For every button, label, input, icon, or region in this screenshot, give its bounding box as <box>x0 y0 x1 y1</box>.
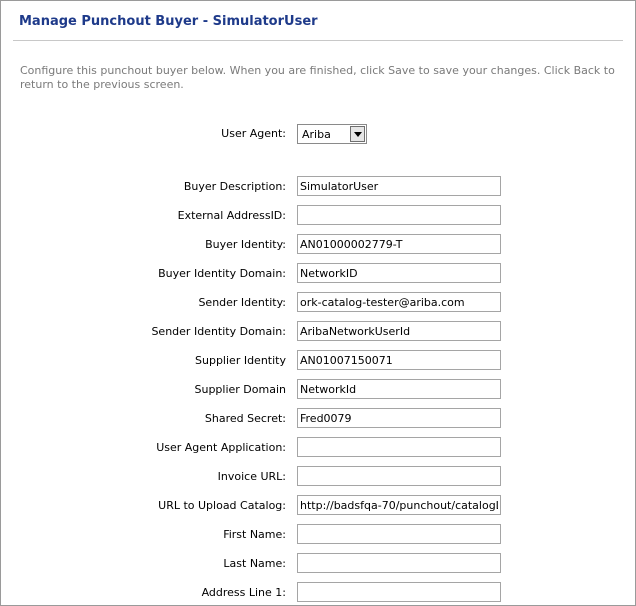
user-agent-select[interactable] <box>297 124 367 144</box>
supplier-domain-input[interactable] <box>297 379 501 399</box>
instructions-text: Configure this punchout buyer below. When you are finished, click Save to save your changes. Click Back to return to the previous screen. <box>20 64 615 91</box>
invoice-url-input[interactable] <box>297 466 501 486</box>
buyer-identity-domain-label: Buyer Identity Domain: <box>158 267 286 280</box>
sender-identity-domain-input[interactable] <box>297 321 501 341</box>
first-name-input[interactable] <box>297 524 501 544</box>
supplier-identity-label: Supplier Identity <box>195 354 286 367</box>
last-name-input[interactable] <box>297 553 501 573</box>
shared-secret-input[interactable] <box>297 408 501 428</box>
buyer-identity-domain-input[interactable] <box>297 263 501 283</box>
supplier-identity-input[interactable] <box>297 350 501 370</box>
last-name-label: Last Name: <box>223 557 286 570</box>
upload-catalog-url-label: URL to Upload Catalog: <box>158 499 286 512</box>
buyer-identity-label: Buyer Identity: <box>205 238 286 251</box>
shared-secret-label: Shared Secret: <box>204 412 286 425</box>
upload-catalog-url-input[interactable] <box>297 495 501 515</box>
address-line-1-input[interactable] <box>297 582 501 602</box>
buyer-description-label: Buyer Description: <box>183 180 286 193</box>
external-address-id-input[interactable] <box>297 205 501 225</box>
user-agent-selected-value: Ariba <box>302 128 331 141</box>
title-divider <box>13 40 623 41</box>
sender-identity-domain-label: Sender Identity Domain: <box>151 325 286 338</box>
external-address-id-label: External AddressID: <box>177 209 286 222</box>
user-agent-label: User Agent: <box>221 127 286 140</box>
user-agent-application-label: User Agent Application: <box>156 441 286 454</box>
sender-identity-label: Sender Identity: <box>198 296 286 309</box>
buyer-identity-input[interactable] <box>297 234 501 254</box>
page-title: Manage Punchout Buyer - SimulatorUser <box>19 14 318 29</box>
invoice-url-label: Invoice URL: <box>217 470 286 483</box>
address-line-1-label: Address Line 1: <box>201 586 286 599</box>
first-name-label: First Name: <box>223 528 286 541</box>
sender-identity-input[interactable] <box>297 292 501 312</box>
supplier-domain-label: Supplier Domain <box>194 383 286 396</box>
buyer-description-input[interactable] <box>297 176 501 196</box>
user-agent-application-input[interactable] <box>297 437 501 457</box>
chevron-down-icon[interactable] <box>350 126 365 142</box>
